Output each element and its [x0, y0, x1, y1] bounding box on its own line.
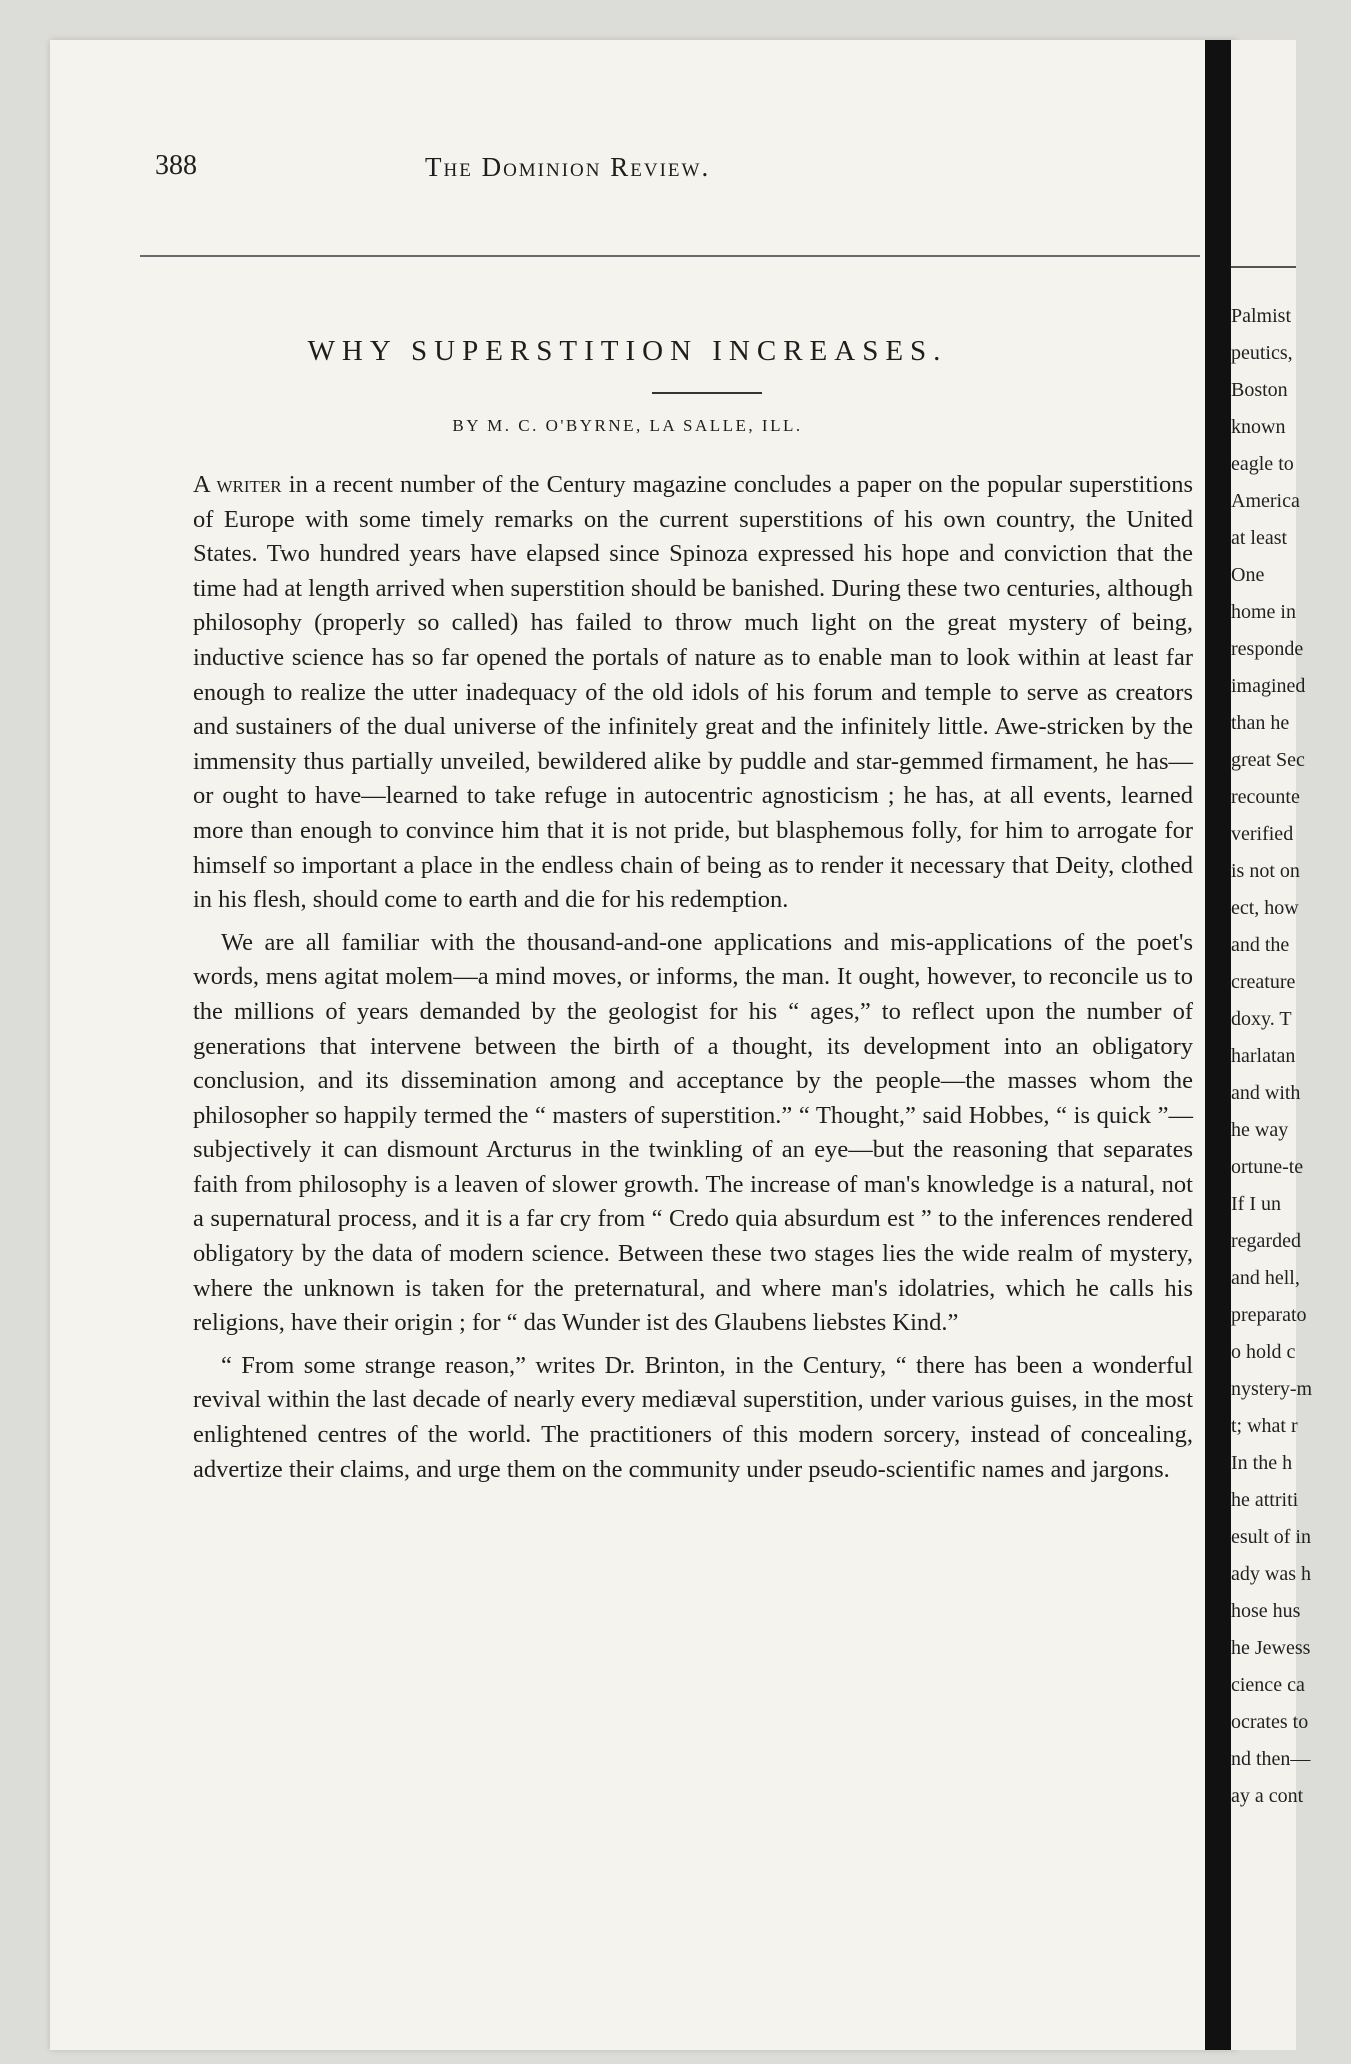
facing-page-line: imagined [1231, 675, 1306, 697]
facing-page-line: hose hus [1231, 1600, 1301, 1622]
paragraph-3: “ From some strange reason,” writes Dr. Brinton, in the Century, “ there has been a wonderful revival within the last decade of nearly every mediæval superstition, under various guises, in the most enlightened centres of the world. The practitioners of this modern sorcery, instead of concealing, advertize their claims, and urge them on the community under pseudo-scientific names and jargons. [193, 1351, 1193, 1483]
running-header [155, 150, 1185, 190]
facing-page-line: creature [1231, 971, 1296, 993]
title-ornament [652, 392, 762, 394]
facing-page-line: eagle to [1231, 453, 1294, 475]
facing-page-line: than he [1231, 712, 1290, 734]
facing-page-line: peutics, [1231, 342, 1293, 364]
facing-page-line: responde [1231, 638, 1304, 660]
facing-page-line: o hold c [1231, 1341, 1296, 1363]
page-number: 388 [155, 150, 197, 181]
facing-page-line: ay a cont [1231, 1785, 1304, 1807]
facing-page-line: esult of in [1231, 1526, 1311, 1548]
article-title: WHY SUPERSTITION INCREASES. [307, 335, 948, 367]
facing-page-rule [1231, 266, 1296, 268]
facing-page-line: he Jewess [1231, 1637, 1311, 1659]
article-body [193, 468, 1193, 1495]
facing-page-line: he way [1231, 1119, 1289, 1141]
facing-page-line: verified [1231, 823, 1294, 845]
facing-page-line: great Sec [1231, 749, 1305, 771]
facing-page-line: t; what r [1231, 1415, 1298, 1437]
paragraph-1-text: in a recent number of the Century magazine concludes a paper on the popular superstitions of Europe with some timely remarks on the current superstitions of his own country, the United States. Two hundred years have elapsed since Spinoza expressed his hope and conviction that the time had at length arrived when superstition should be banished. During these two centuries, although philosophy (properly so called) has failed to throw much light on the great mystery of being, inductive science has so far opened the portals of nature as to enable man to look within at least far enough to realize the utter inadequacy of the old idols of his forum and temple to serve as creators and sustainers of the dual universe of the infinitely great and the infinitely little. Awe-stricken by the immensity thus partially unveiled, bewildered alike by puddle and star-gemmed firmament, he has—or ought to have—learned to take refuge in autocentric agnosticism ; he has, at all events, learned more than enough to convince him that it is not pride, but blasphemous folly, for him to arrogate for himself so important a place in the endless chain of being as to render it necessary that Deity, clothed in his flesh, should come to earth and die for his redemption. [193, 471, 1194, 914]
facing-page-line: and the [1231, 934, 1290, 956]
paragraph-1 [193, 468, 1193, 918]
facing-page-line: ortune-te [1231, 1156, 1304, 1178]
facing-page-line: nd then— [1231, 1748, 1311, 1770]
facing-page-line: and hell, [1231, 1267, 1300, 1289]
facing-page-line: In the h [1231, 1452, 1293, 1474]
facing-page-line: home in [1231, 601, 1296, 623]
facing-page-line: doxy. T [1231, 1008, 1292, 1030]
facing-page-line: cience ca [1231, 1674, 1305, 1696]
facing-page-line: he attriti [1231, 1489, 1299, 1511]
facing-page-line: ocrates to [1231, 1711, 1309, 1733]
opening-words: A writer [193, 471, 282, 498]
article-byline: BY M. C. O'BYRNE, LA SALLE, ILL. [452, 416, 803, 435]
facing-page-line: nystery-m [1231, 1378, 1313, 1400]
facing-page-line: preparato [1231, 1304, 1307, 1326]
facing-page-line: is not on [1231, 860, 1300, 882]
header-rule [140, 255, 1200, 257]
facing-page-line: recounte [1231, 786, 1300, 808]
paragraph-2: We are all familiar with the thousand-and-one applications and mis-applications of the poet's words, mens agitat molem—a mind moves, or informs, the man. It ought, however, to reconcile us to the millions of years demanded by the geologist for his “ ages,” to reflect upon the number of generations that intervene between the birth of a thought, its development into an obligatory conclusion, and its dissemination among and acceptance by the people—the masses whom the philosopher so happily termed the “ masters of superstition.” “ Thought,” said Hobbes, “ is quick ”—subjectively it can dismount Arcturus in the twinkling of an eye—but the reasoning that separates faith from philosophy is a leaven of slower growth. The increase of man's knowledge is a natural, not a supernatural process, and it is a far cry from “ Credo quia absurdum est ” to the inferences rendered obligatory by the data of modern science. Between these two stages lies the wide realm of mystery, where the unknown is taken for the preternatural, and where man's idolatries, which he calls his religions, have their origin ; for “ das Wunder ist des Glaubens liebstes Kind.” [193, 928, 1193, 1337]
facing-page-line: known [1231, 416, 1286, 438]
facing-page-line: at least [1231, 527, 1288, 549]
facing-page-text [1231, 298, 1351, 1815]
facing-page-line: and with [1231, 1082, 1301, 1104]
facing-page-line: Palmist [1231, 305, 1292, 327]
facing-page-line: ect, how [1231, 897, 1299, 919]
book-gutter [1205, 40, 1231, 2050]
journal-title: The Dominion Review. [425, 152, 711, 182]
facing-page-line: regarded [1231, 1230, 1301, 1252]
facing-page [1231, 40, 1313, 2050]
facing-page-line: If I un [1231, 1193, 1281, 1215]
facing-page-line: ady was h [1231, 1563, 1311, 1585]
facing-page-line: Boston [1231, 379, 1288, 401]
facing-page-line: harlatan [1231, 1045, 1296, 1067]
facing-page-line: One [1231, 564, 1265, 586]
facing-page-line: America [1231, 490, 1300, 512]
